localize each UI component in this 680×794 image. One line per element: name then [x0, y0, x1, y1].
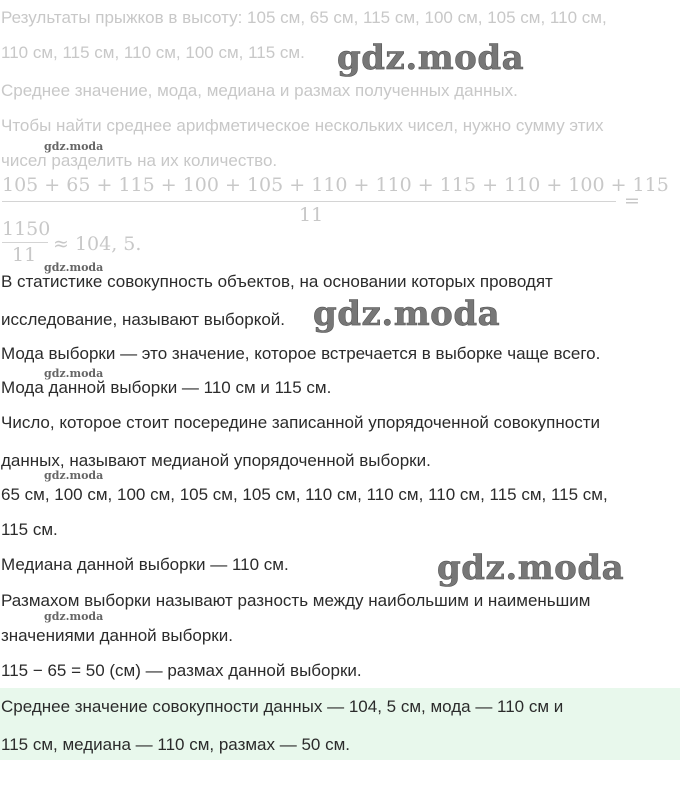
mode-value: Мода данной выборки — 110 см и 115 см. — [1, 378, 332, 397]
mean-frac2-numerator: 1150 — [2, 218, 51, 240]
range-definition-line-2: значениями данной выборки. — [1, 626, 233, 645]
mean-denominator: 11 — [299, 204, 324, 226]
watermark-small-5: gdz.moda — [44, 610, 104, 623]
answer-line-2: 115 см, медиана — 110 см, размах — 50 см. — [1, 735, 350, 754]
mean-frac2-bar — [2, 242, 48, 243]
range-definition-line-1: Размахом выборки называют разность между наибольшим и наименьшим — [1, 591, 591, 610]
mean-fraction-bar — [2, 201, 616, 202]
range-value: 115 − 65 = 50 (см) — размах данной выборки. — [1, 661, 362, 680]
watermark-big-2: gdz.moda — [313, 294, 501, 334]
answer-line-1: Среднее значение совокупности данных — 104, 5 см, мода — 110 см и — [1, 697, 564, 716]
mode-definition: Мода выборки — это значение, которое встречается в выборке чаще всего. — [1, 344, 601, 363]
intro-line-4: Чтобы найти среднее арифметическое нескольких чисел, нужно сумму этих — [1, 116, 604, 135]
intro-line-1: Результаты прыжков в высоту: 105 см, 65 см, 115 см, 100 см, 105 см, 110 см, — [1, 8, 607, 27]
intro-line-5: чисел разделить на их количество. — [1, 151, 278, 170]
watermark-big-1: gdz.moda — [337, 38, 525, 78]
mean-equals: = — [624, 190, 640, 212]
mean-frac2-denominator: 11 — [12, 244, 37, 266]
median-definition-line-2: данных, называют медианой упорядоченной выборки. — [1, 451, 431, 470]
intro-line-3: Среднее значение, мода, медиана и размах полученных данных. — [1, 81, 518, 100]
mean-numerator: 105 + 65 + 115 + 100 + 105 + 110 + 110 + 115 + 110 + 100 + 115 — [2, 174, 669, 196]
median-value: Медиана данной выборки — 110 см. — [1, 555, 289, 574]
sorted-sample-line-2: 115 см. — [1, 520, 58, 539]
sorted-sample-line-1: 65 см, 100 см, 100 см, 105 см, 105 см, 110 см, 110 см, 110 см, 115 см, 115 см, — [1, 485, 608, 504]
sample-definition-line-2: исследование, называют выборкой. — [1, 310, 285, 329]
watermark-big-3: gdz.moda — [437, 548, 625, 588]
answer-block — [0, 688, 680, 760]
watermark-small-2: gdz.moda — [44, 261, 104, 274]
sample-definition-line-1: В статистике совокупность объектов, на основании которых проводят — [1, 272, 553, 291]
watermark-small-4: gdz.moda — [44, 469, 104, 482]
watermark-small-3: gdz.moda — [44, 367, 104, 380]
mean-approx-value: ≈ 104, 5. — [53, 233, 142, 255]
median-definition-line-1: Число, которое стоит посередине записанной упорядоченной совокупности — [1, 413, 601, 432]
intro-line-2: 110 см, 115 см, 110 см, 100 см, 115 см. — [1, 43, 305, 62]
watermark-small-1: gdz.moda — [44, 140, 104, 153]
